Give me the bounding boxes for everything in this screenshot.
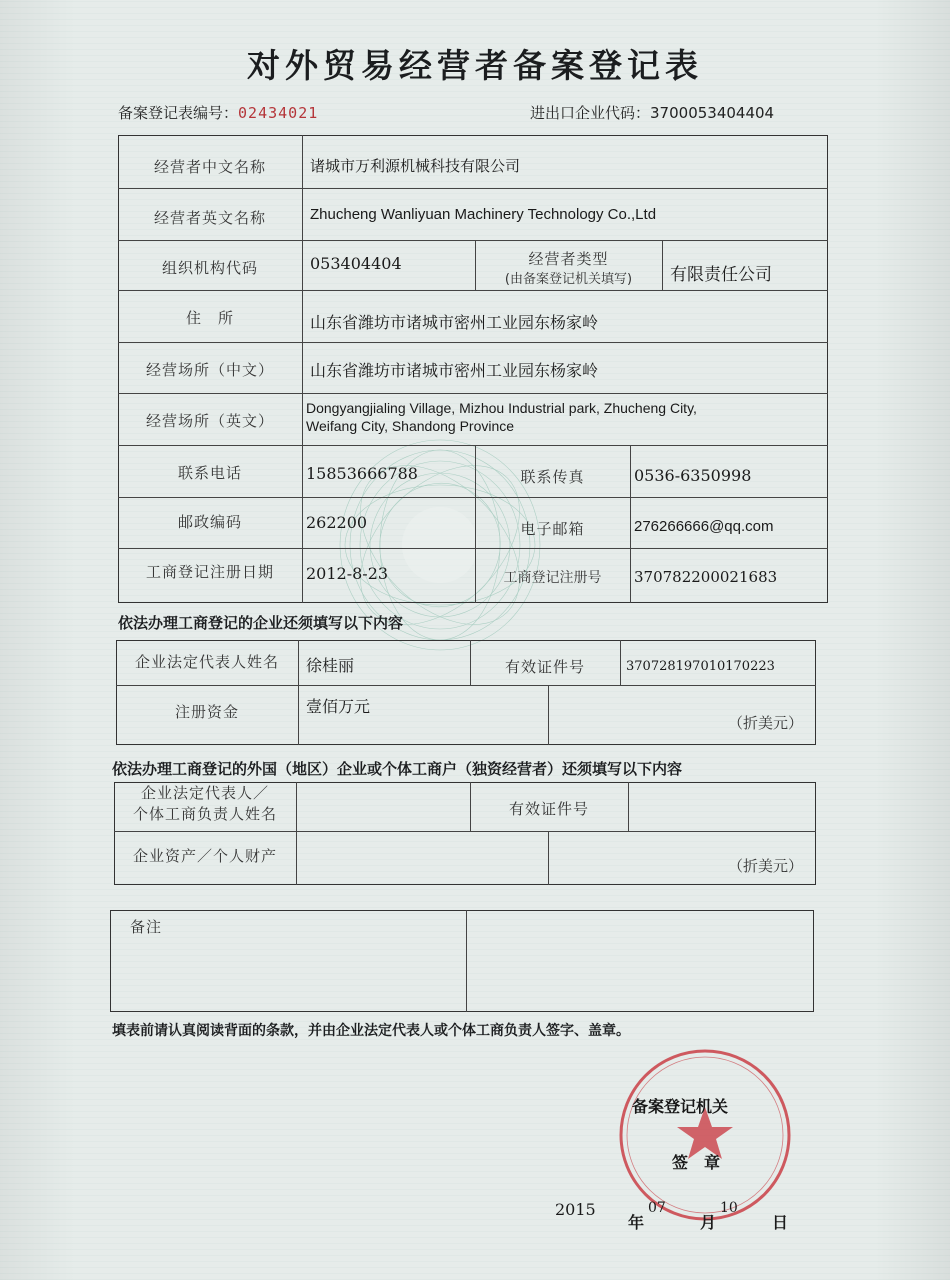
place-en-label: 经营场所（英文） [145, 412, 274, 430]
place-en-line1: Dongyangjialing Village, Mizhou Industrial park, Zhucheng City, [306, 400, 697, 416]
sign-seal-label: 签 章 [672, 1153, 721, 1172]
capital-usd-note: （折美元） [728, 714, 804, 732]
assets-usd-note: （折美元） [728, 857, 804, 875]
address-value: 山东省潍坊市诸城市密州工业园东杨家岭 [310, 313, 599, 332]
operator-type-note: (由备案登记机关填写) [504, 272, 633, 287]
document-title: 对外贸易经营者备案登记表 [247, 46, 703, 85]
assets-label: 企业资产／个人财产 [132, 847, 277, 865]
date-year-unit: 年 [628, 1213, 645, 1232]
reg-date-label: 工商登记注册日期 [145, 563, 274, 581]
zip-value: 262200 [306, 513, 368, 532]
ie-enterprise-code [530, 102, 774, 123]
org-code-label: 组织机构代码 [161, 259, 258, 277]
official-red-seal [615, 1045, 795, 1225]
org-code-value: 053404404 [310, 254, 402, 273]
fax-value: 0536-6350998 [634, 466, 752, 485]
date-day: 10 [720, 1200, 738, 1216]
legal-rep-label: 企业法定代表人姓名 [134, 653, 279, 671]
foreign-rep-label-line2: 个体工商负责人姓名 [132, 805, 277, 823]
form-number-value: 02434021 [238, 104, 319, 122]
email-value: 276266666@qq.com [634, 518, 774, 535]
foreign-rep-label-line1: 企业法定代表人／ [140, 784, 269, 802]
fax-label: 联系传真 [520, 468, 585, 486]
place-cn-value: 山东省潍坊市诸城市密州工业园东杨家岭 [310, 361, 599, 380]
reg-date-value: 2012-8-23 [306, 564, 389, 583]
date-day-unit: 日 [772, 1213, 789, 1232]
section1-heading: 依法办理工商登记的企业还须填写以下内容 [118, 614, 404, 632]
reg-no-value: 370782200021683 [634, 568, 778, 586]
ie-code-value: 3700053404404 [650, 104, 775, 122]
remarks-label: 备注 [130, 918, 163, 936]
en-name-label: 经营者英文名称 [153, 209, 266, 227]
form-number [118, 102, 318, 123]
operator-type-value: 有限责任公司 [670, 265, 772, 285]
footer-note: 填表前请认真阅读背面的条款，并由企业法定代表人或个体工商负责人签字、盖章。 [112, 1023, 630, 1039]
foreign-id-label: 有效证件号 [508, 800, 589, 818]
id-number-value: 370728197010170223 [626, 659, 775, 674]
email-label: 电子邮箱 [520, 520, 585, 538]
remarks-box [110, 910, 814, 1012]
date-year: 2015 [555, 1200, 596, 1219]
form-number-label: 备案登记表编号： [118, 104, 239, 122]
id-number-label: 有效证件号 [504, 658, 585, 676]
cn-name-label: 经营者中文名称 [153, 158, 266, 176]
capital-label: 注册资金 [174, 703, 239, 721]
authority-label: 备案登记机关 [632, 1097, 729, 1116]
phone-value: 15853666788 [306, 464, 418, 483]
en-name-value: Zhucheng Wanliyuan Machinery Technology Co.,Ltd [310, 206, 657, 223]
capital-value: 壹佰万元 [306, 697, 371, 716]
cn-name-value: 诸城市万利源机械科技有限公司 [310, 157, 521, 175]
date-month-unit: 月 [700, 1213, 717, 1232]
ie-code-label: 进出口企业代码： [530, 104, 651, 122]
reg-no-label: 工商登记注册号 [503, 570, 602, 586]
address-label: 住 所 [185, 309, 234, 327]
legal-rep-value: 徐桂丽 [306, 656, 355, 675]
section2-heading: 依法办理工商登记的外国（地区）企业或个体工商户（独资经营者）还须填写以下内容 [112, 760, 683, 778]
operator-type-label: 经营者类型 [528, 250, 609, 268]
place-en-line2: Weifang City, Shandong Province [306, 418, 515, 434]
zip-label: 邮政编码 [177, 513, 242, 531]
phone-label: 联系电话 [177, 464, 242, 482]
place-cn-label: 经营场所（中文） [145, 361, 274, 379]
date-month: 07 [648, 1200, 666, 1216]
